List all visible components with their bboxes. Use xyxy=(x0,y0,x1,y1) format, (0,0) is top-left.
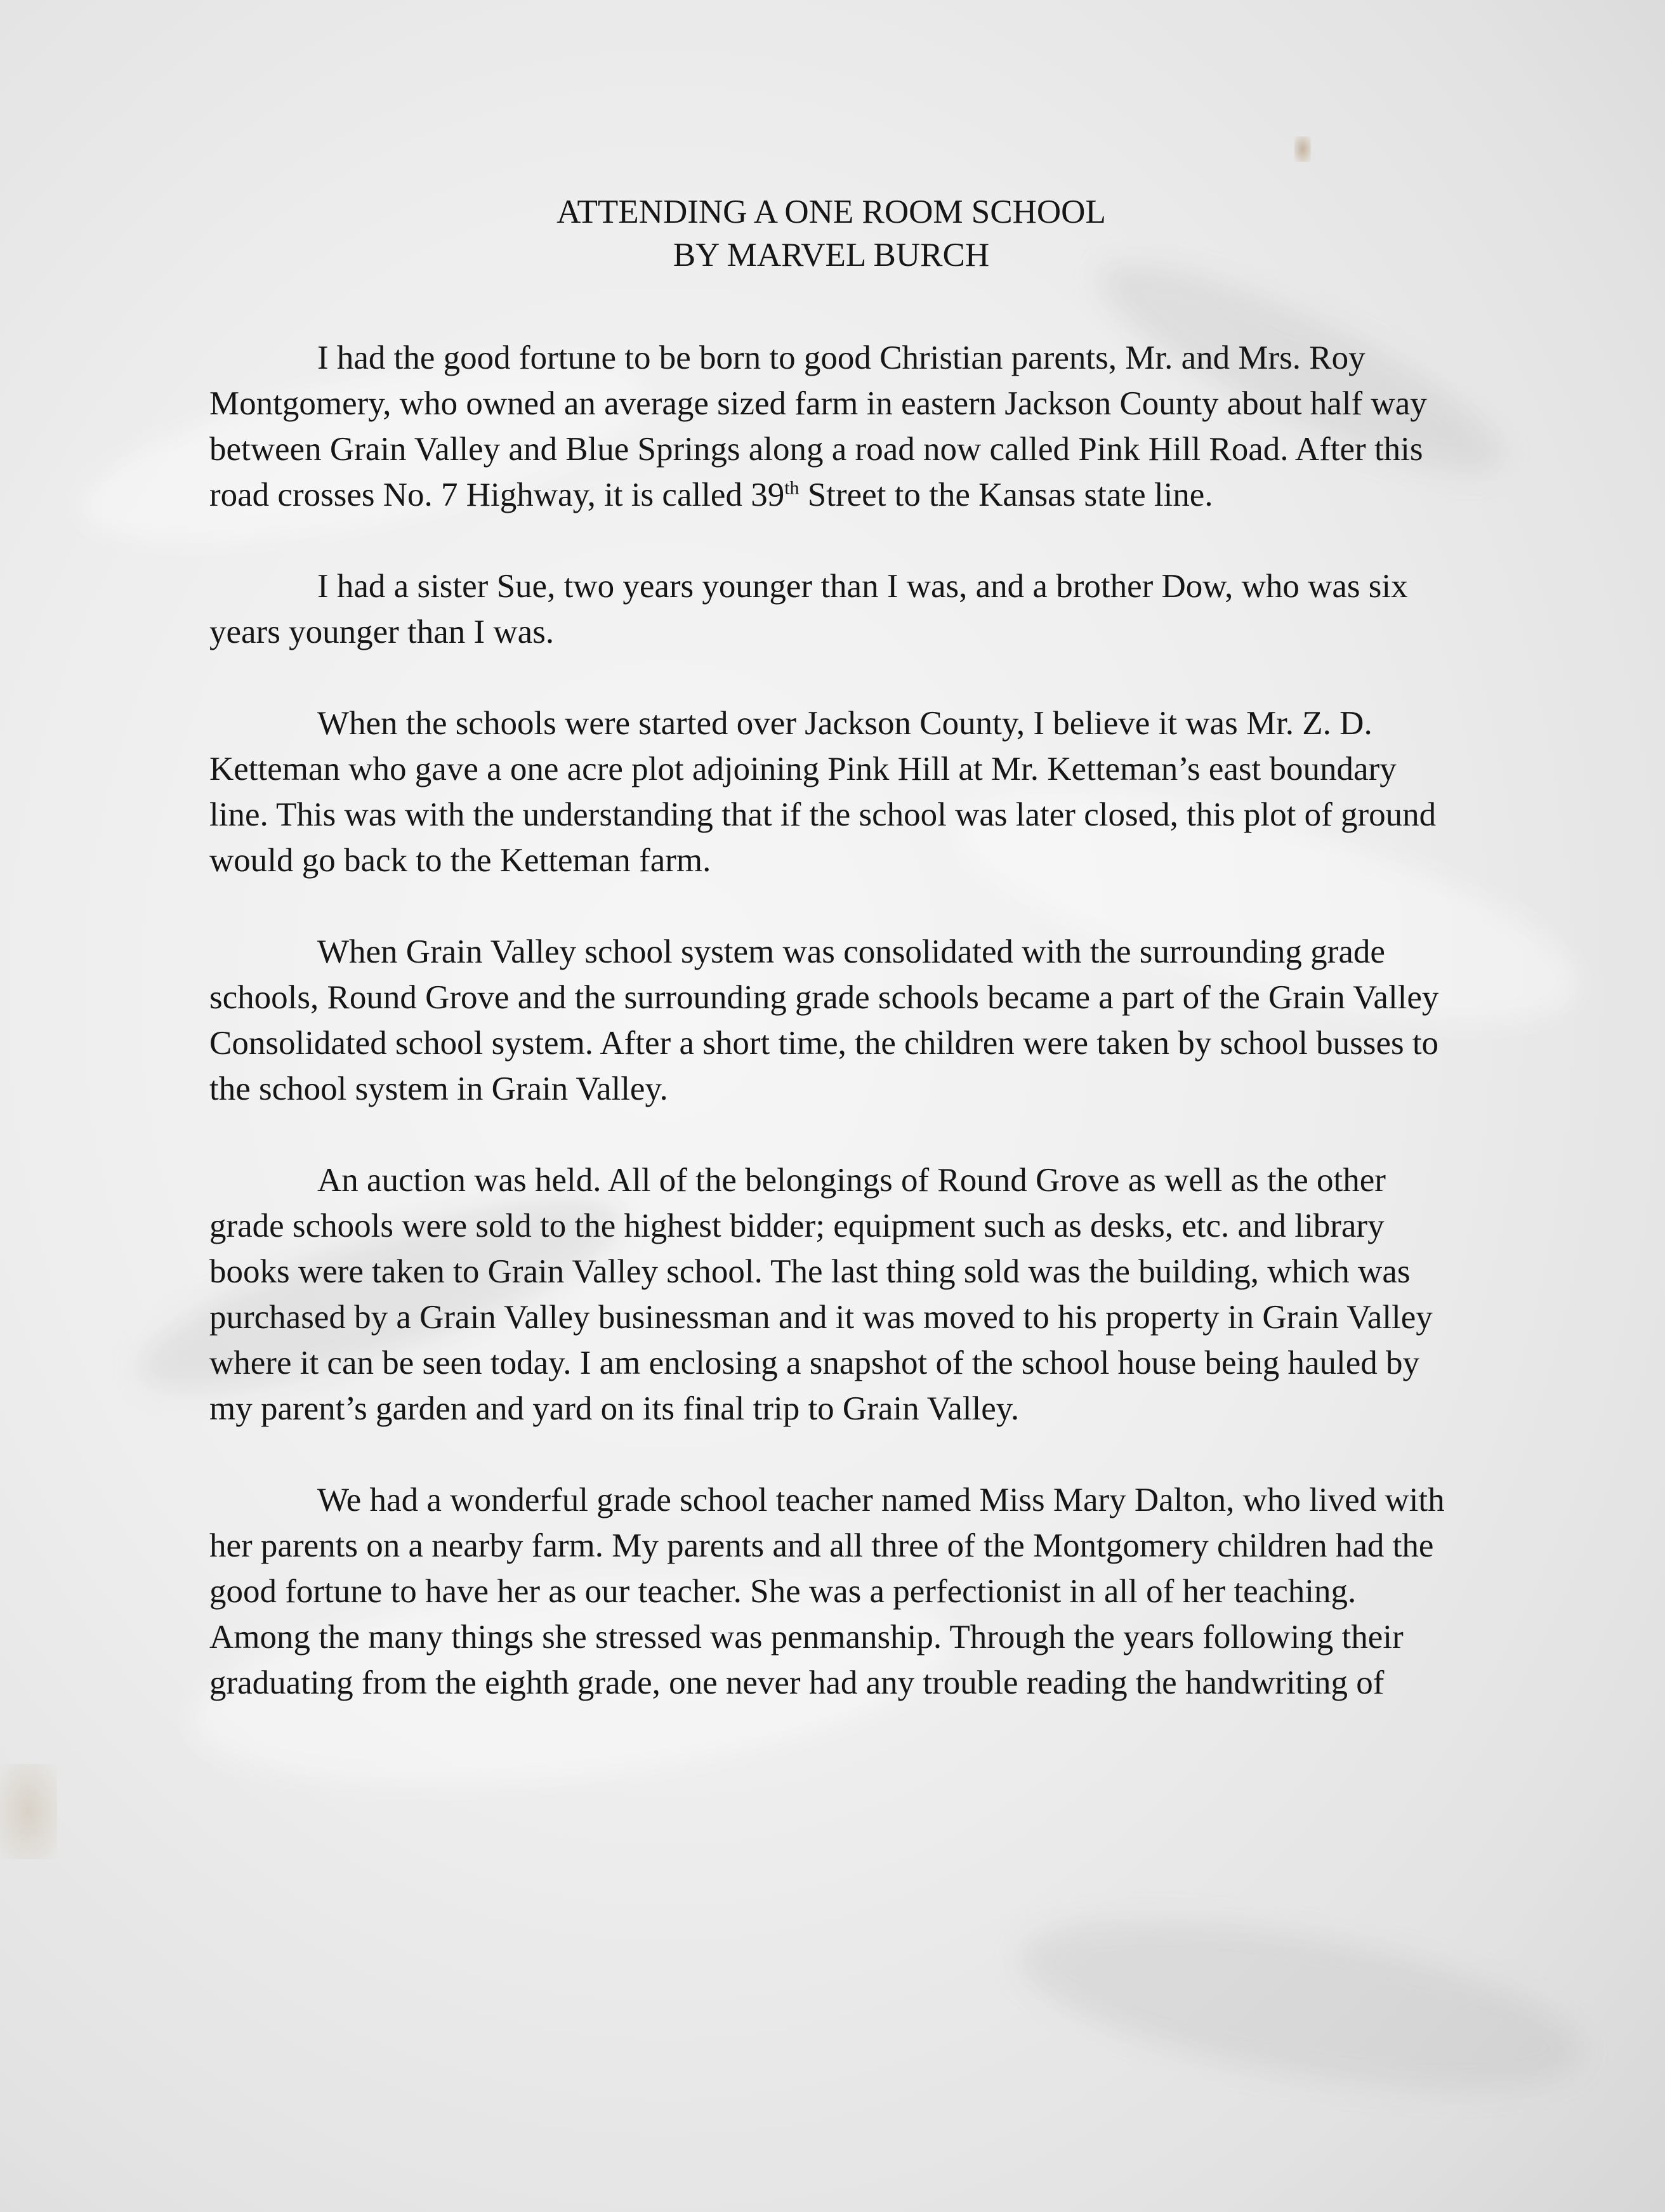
paragraph-1-text: I had the good fortune to be born to good Christian parents, Mr. and Mrs. Roy Montgomery, who owned an average sized farm in eastern Jackson County about half way between Grain Valley and Blue Springs along a road now called Pink Hill Road. After this road crosses No. 7 Highway, it is called 39 xyxy=(209,339,1427,513)
document-body xyxy=(209,190,1447,1751)
paragraph-1-text-end: Street to the Kansas state line. xyxy=(799,477,1213,513)
paragraph-3: When the schools were started over Jackson County, I believe it was Mr. Z. D. Ketteman who gave a one acre plot adjoining Pink Hill at Mr. Ketteman’s east boundary line. This was with the understanding that if the school was later closed, this plot of ground would go back to the Ketteman farm. xyxy=(209,705,1437,879)
paper-stain xyxy=(1294,136,1311,162)
author-line: BY MARVEL BURCH xyxy=(673,237,990,273)
paragraph-4: When Grain Valley school system was consolidated with the surrounding grade schools, Round Grove and the surrounding grade schools became a part of the Grain Valley Consolidated school system. After a short time, the children were taken by school busses to the school system in Grain Valley. xyxy=(209,933,1439,1107)
paper-stain xyxy=(0,1764,57,1859)
document-title xyxy=(209,190,1453,277)
paragraph-6: We had a wonderful grade school teacher named Miss Mary Dalton, who lived with her parents on a nearby farm. My parents and all three of the Montgomery children had the good fortune to have her as our teacher. She was a perfectionist in all of her teaching. Among the many things she stressed was penmanship. Through the years following their graduating from the eighth grade, one never had any trouble reading the handwriting of xyxy=(209,1482,1445,1701)
paragraph-1 xyxy=(209,335,1447,518)
paragraph-5: An auction was held. All of the belongings of Round Grove as well as the other grade schools were sold to the highest bidder; equipment such as desks, etc. and library books were taken to Grain Valley school. The last thing sold was the building, which was purchased by a Grain Valley businessman and it was moved to his property in Grain Valley where it can be seen today. I am enclosing a snapshot of the school house being hauled by my parent’s garden and yard on its final trip to Grain Valley. xyxy=(209,1162,1433,1427)
title-line: ATTENDING A ONE ROOM SCHOOL xyxy=(556,194,1106,230)
paper-crease-shadow xyxy=(1008,1887,1595,2124)
ordinal-suffix: th xyxy=(784,477,800,499)
paragraph-2: I had a sister Sue, two years younger than I was, and a brother Dow, who was six years younger than I was. xyxy=(209,568,1408,650)
